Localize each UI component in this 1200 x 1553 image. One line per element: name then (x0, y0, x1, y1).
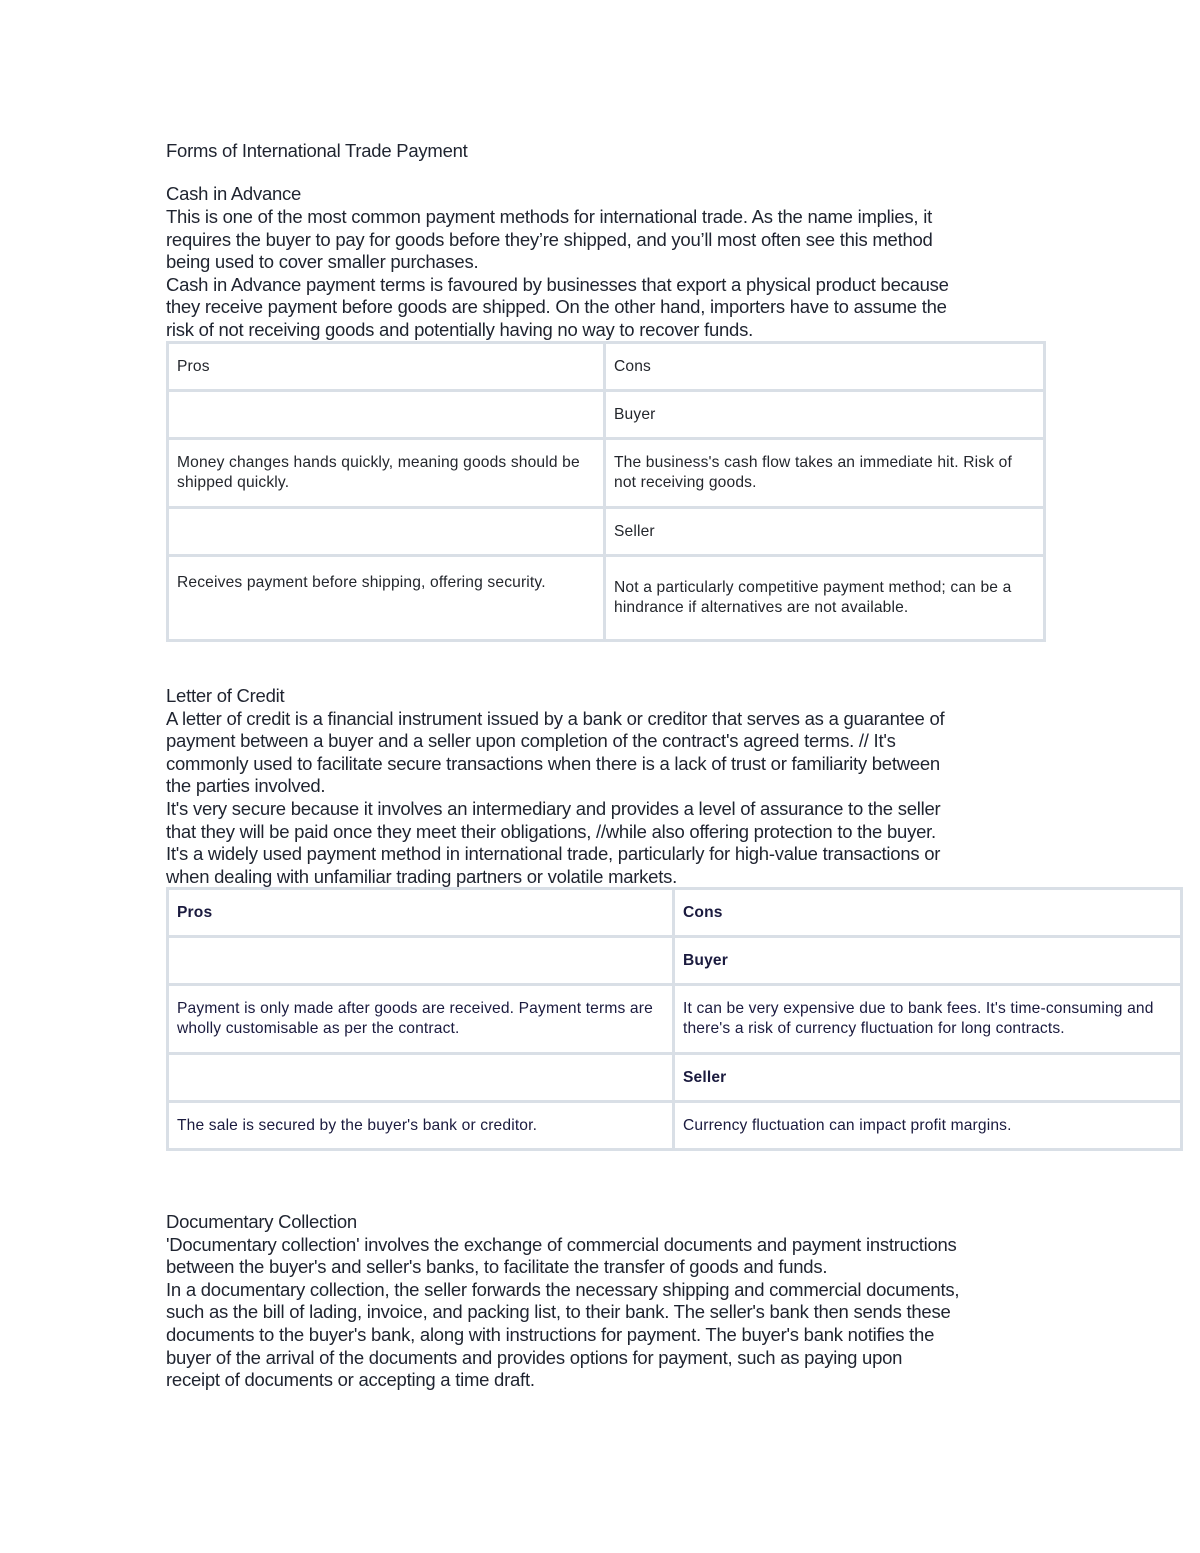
empty-cell (168, 508, 605, 556)
cash-in-advance-pros-cons-table (166, 341, 1046, 642)
table-row (168, 556, 1045, 641)
cash-in-advance-line: Cash in Advance payment terms is favoured by businesses that export a physical product because (166, 273, 949, 295)
cash-in-advance-line: This is one of the most common payment methods for international trade. As the name implies, it (166, 206, 932, 227)
buyer-con-cell: The business's cash flow takes an immediate hit. Risk of not receiving goods. (605, 439, 1045, 508)
buyer-label: Buyer (674, 937, 1182, 985)
table-row (168, 439, 1045, 508)
seller-label: Seller (605, 508, 1045, 556)
table-row (168, 889, 1182, 937)
letter-of-credit-line: when dealing with unfamiliar trading partners or volatile markets. (166, 865, 678, 887)
documentary-collection-line: such as the bill of lading, invoice, and packing list, to their bank. The seller's bank then sends these (166, 1301, 951, 1323)
seller-con-cell: Not a particularly competitive payment method; can be a hindrance if alternatives are not available. (605, 556, 1045, 641)
table-row (168, 937, 1182, 985)
table-row (168, 343, 1045, 391)
documentary-collection-line: documents to the buyer's bank, along with instructions for payment. The buyer's bank notifies the (166, 1324, 935, 1345)
table-row (168, 391, 1045, 439)
empty-cell (168, 937, 674, 985)
pros-header: Pros (168, 889, 674, 937)
seller-con-cell: Currency fluctuation can impact profit margins. (674, 1102, 1182, 1150)
seller-pro-cell: The sale is secured by the buyer's bank or creditor. (168, 1102, 674, 1150)
letter-of-credit-line: A letter of credit is a financial instrument issued by a bank or creditor that serves as a guarantee of (166, 707, 945, 729)
table-row (168, 1102, 1182, 1150)
document-title: Forms of International Trade Payment (166, 140, 468, 161)
buyer-con-cell: It can be very expensive due to bank fees. It's time-consuming and there's a risk of currency fluctuation for long contracts. (674, 985, 1182, 1054)
cash-in-advance-line: requires the buyer to pay for goods before they’re shipped, and you’ll most often see this method (166, 228, 933, 250)
pros-header: Pros (168, 343, 605, 391)
buyer-pro-cell: Money changes hands quickly, meaning goods should be shipped quickly. (168, 439, 605, 508)
cons-header: Cons (605, 343, 1045, 391)
letter-of-credit-pros-cons-table (166, 887, 1183, 1151)
cash-in-advance-line: being used to cover smaller purchases. (166, 251, 479, 273)
empty-cell (168, 391, 605, 439)
buyer-pro-cell: Payment is only made after goods are received. Payment terms are wholly customisable as per the contract. (168, 985, 674, 1054)
table-row (168, 985, 1182, 1054)
cash-in-advance-line: risk of not receiving goods and potentially having no way to recover funds. (166, 319, 753, 340)
buyer-label: Buyer (605, 391, 1045, 439)
table-row (168, 1054, 1182, 1102)
empty-cell (168, 1054, 674, 1102)
letter-of-credit-line: commonly used to facilitate secure transactions when there is a lack of trust or familiarity between (166, 752, 940, 774)
documentary-collection-line: In a documentary collection, the seller forwards the necessary shipping and commercial documents, (166, 1278, 960, 1300)
section-heading-cash-in-advance: Cash in Advance (166, 183, 302, 204)
table-row (168, 508, 1045, 556)
section-heading-letter-of-credit: Letter of Credit (166, 685, 285, 706)
seller-pro-cell: Receives payment before shipping, offering security. (168, 556, 605, 641)
letter-of-credit-line: It's a widely used payment method in international trade, particularly for high-value transactions or (166, 843, 941, 865)
letter-of-credit-line: the parties involved. (166, 775, 326, 797)
letter-of-credit-line: It's very secure because it involves an intermediary and provides a level of assurance to the seller (166, 798, 941, 819)
documentary-collection-line: 'Documentary collection' involves the exchange of commercial documents and payment instructions (166, 1233, 957, 1255)
seller-label: Seller (674, 1054, 1182, 1102)
letter-of-credit-line: that they will be paid once they meet their obligations, //while also offering protection to the buyer. (166, 820, 936, 842)
documentary-collection-line: receipt of documents or accepting a time draft. (166, 1369, 535, 1391)
letter-of-credit-line: payment between a buyer and a seller upon completion of the contract's agreed terms. // It's (166, 730, 896, 752)
documentary-collection-line: buyer of the arrival of the documents and provides options for payment, such as paying upon (166, 1346, 903, 1368)
section-heading-documentary-collection: Documentary Collection (166, 1211, 357, 1232)
cons-header: Cons (674, 889, 1182, 937)
cash-in-advance-line: they receive payment before goods are shipped. On the other hand, importers have to assume the (166, 296, 947, 318)
documentary-collection-line: between the buyer's and seller's banks, to facilitate the transfer of goods and funds. (166, 1256, 828, 1278)
